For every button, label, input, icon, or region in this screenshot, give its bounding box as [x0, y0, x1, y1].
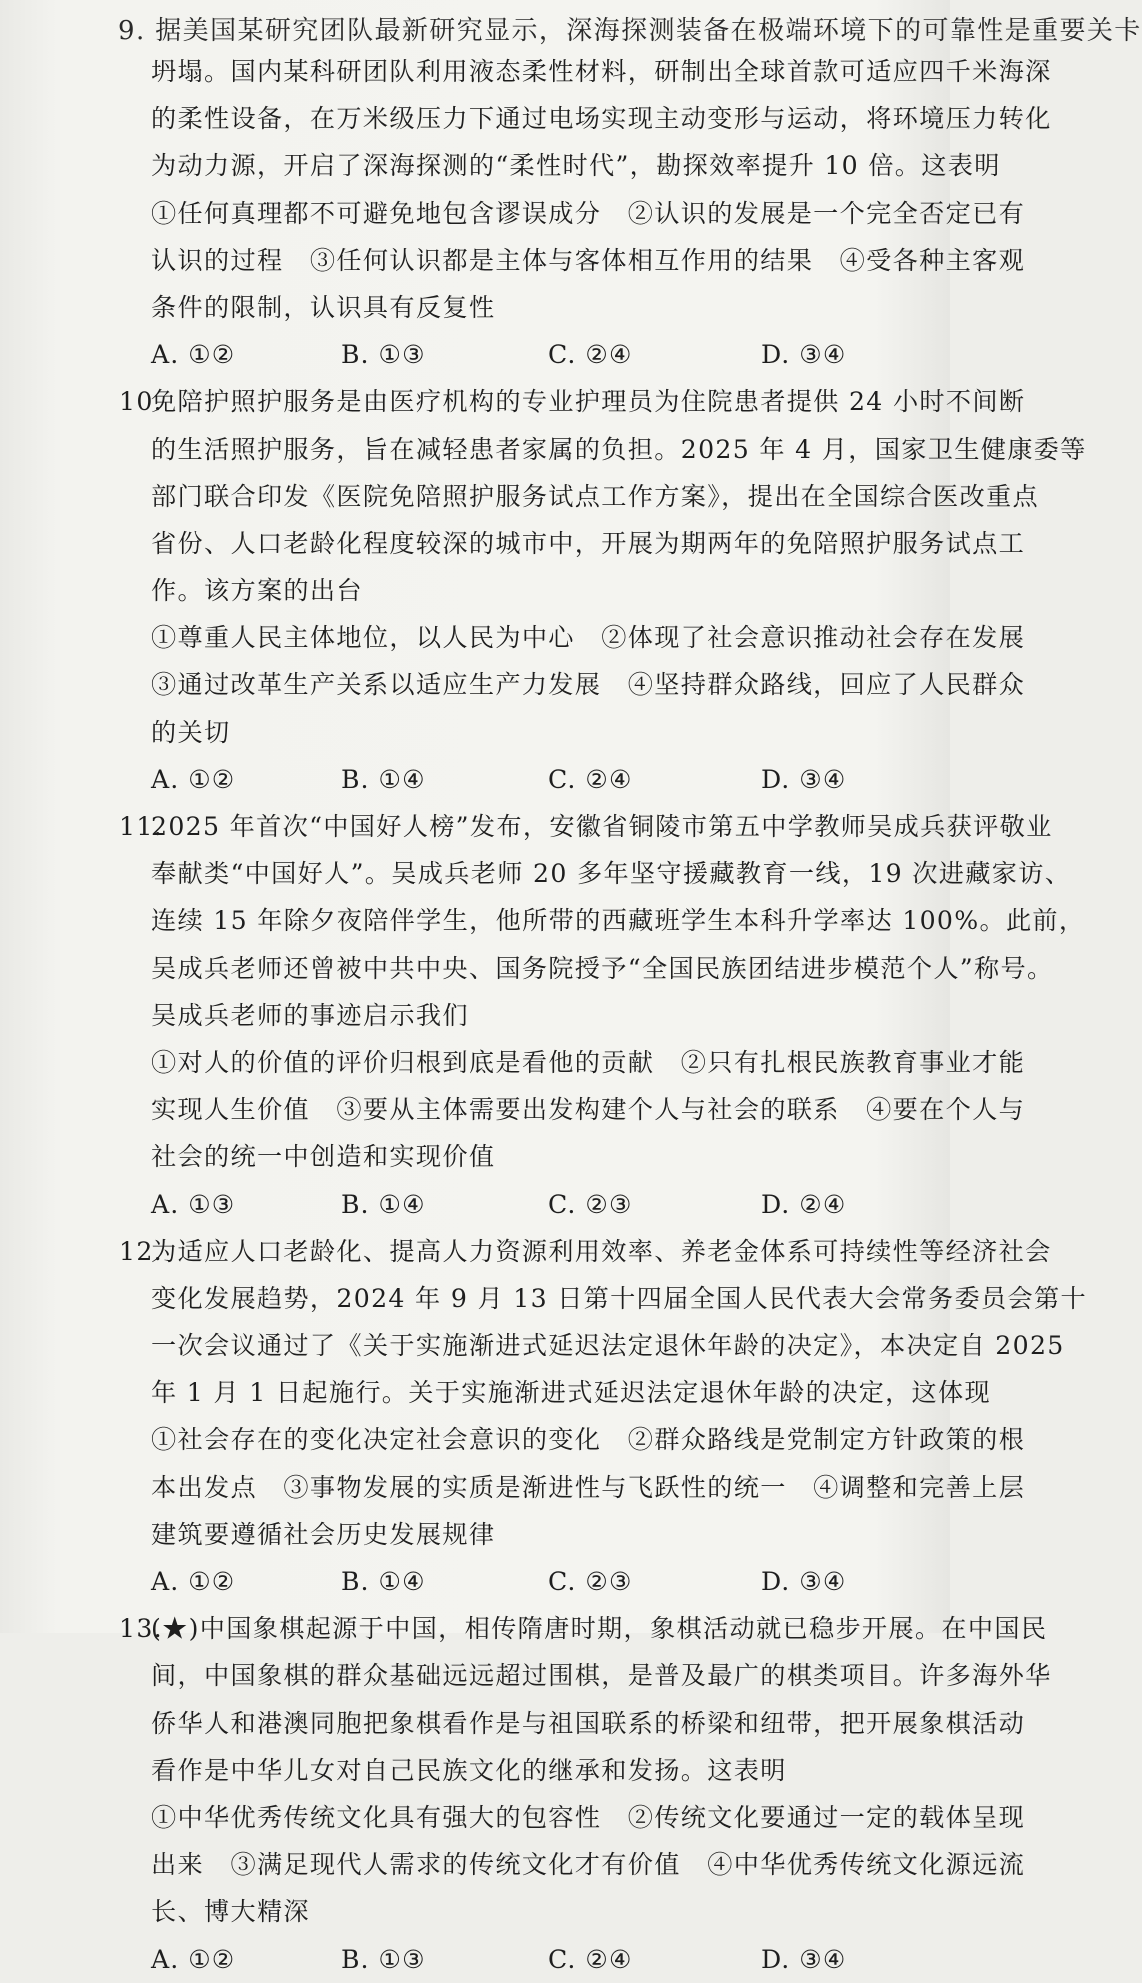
option-d[interactable]: D. ③④	[761, 340, 847, 370]
q10-options	[0, 756, 950, 803]
option-b[interactable]: B. ①④	[341, 1567, 426, 1596]
q10-line: 的生活照护服务，旨在减轻患者家属的负担。2025 年 4 月，国家卫生健康委等	[151, 434, 1087, 464]
q12-options	[0, 1558, 950, 1605]
q10-statement-line: 的关切	[151, 717, 231, 747]
option-a[interactable]: A. ①②	[151, 1567, 236, 1596]
q13-statement-line: 长、博大精深	[151, 1897, 310, 1927]
q9-statement-line: 条件的限制，认识具有反复性	[151, 292, 496, 322]
option-c[interactable]: C. ②③	[548, 1189, 633, 1219]
question-number: 13.	[119, 1614, 163, 1644]
option-c[interactable]: C. ②③	[548, 1567, 633, 1596]
q13-statement-line: ①中华优秀传统文化具有强大的包容性 ②传统文化要通过一定的载体呈现	[151, 1802, 1026, 1832]
option-a[interactable]: A. ①②	[151, 1944, 236, 1974]
option-c[interactable]: C. ②④	[548, 764, 633, 794]
q10-line: 部门联合印发《医院免陪照护服务试点工作方案》，提出在全国综合医改重点	[151, 481, 1039, 511]
q11-statement-line: 实现人生价值 ③要从主体需要出发构建个人与社会的联系 ④要在个人与	[151, 1095, 1026, 1125]
q12-statement-line: 本出发点 ③事物发展的实质是渐进性与飞跃性的统一 ④调整和完善上层	[151, 1472, 1026, 1502]
q11-line: 吴成兵老师还曾被中共中央、国务院授予“全国民族团结进步模范个人”称号。	[151, 953, 1054, 983]
q9-options	[0, 331, 950, 378]
q13-line: 侨华人和港澳同胞把象棋看作是与祖国联系的桥梁和纽带，把开展象棋活动	[151, 1708, 1026, 1738]
q9-line: 坍塌。国内某科研团队利用液态柔性材料，研制出全球首款可适应四千米海深	[151, 57, 1052, 86]
option-d[interactable]: D. ③④	[761, 1567, 847, 1596]
q10-line: 免陪护照护服务是由医疗机构的专业护理员为住院患者提供 24 小时不间断	[151, 387, 1026, 417]
question-10	[0, 378, 1087, 803]
option-c[interactable]: C. ②④	[548, 340, 633, 370]
question-12	[0, 1228, 1087, 1606]
question-number: 10.	[119, 387, 163, 417]
q10-line: 省份、人口老龄化程度较深的城市中，开展为期两年的免陪照护服务试点工	[151, 528, 1026, 558]
option-b[interactable]: B. ①③	[341, 1944, 426, 1974]
option-d[interactable]: D. ③④	[761, 1944, 847, 1974]
q9-statement-line: ①任何真理都不可避免地包含谬误成分 ②认识的发展是一个完全否定已有	[151, 198, 1026, 228]
q12-statement-line: 建筑要遵循社会历史发展规律	[151, 1519, 496, 1549]
question-number: 11.	[119, 812, 163, 841]
option-a[interactable]: A. ①②	[151, 764, 236, 794]
q13-line: 间，中国象棋的群众基础远远超过围棋，是普及最广的棋类项目。许多海外华	[151, 1661, 1052, 1691]
option-c[interactable]: C. ②④	[548, 1944, 633, 1974]
q13-line: 看作是中华儿女对自己民族文化的继承和发扬。这表明	[151, 1755, 787, 1785]
q13-options	[0, 1936, 950, 1983]
q11-statement-line: 社会的统一中创造和实现价值	[151, 1142, 496, 1172]
q10-statement-line: ③通过改革生产关系以适应生产力发展 ④坚持群众路线，回应了人民群众	[151, 670, 1026, 700]
q13-line: (★)中国象棋起源于中国，相传隋唐时期，象棋活动就已稳步开展。在中国民	[151, 1614, 1048, 1644]
question-11	[0, 803, 1086, 1228]
q9-statement-line: 认识的过程 ③任何认识都是主体与客体相互作用的结果 ④受各种主客观	[151, 245, 1026, 275]
q11-statement-line: ①对人的价值的评价归根到底是看他的贡献 ②只有扎根民族教育事业才能	[151, 1047, 1026, 1077]
question-13	[0, 1605, 1052, 1983]
question-number: 12.	[119, 1236, 163, 1266]
q11-line: 吴成兵老师的事迹启示我们	[151, 1000, 469, 1030]
q9-line: 的柔性设备，在万米级压力下通过电场实现主动变形与运动，将环境压力转化	[151, 104, 1052, 134]
q9-line: 为动力源，开启了深海探测的“柔性时代”，勘探效率提升 10 倍。这表明	[151, 151, 1001, 181]
q12-first-line	[0, 1228, 1052, 1275]
q11-line: 奉献类“中国好人”。吴成兵老师 20 多年坚守援藏教育一线，19 次进藏家访、	[151, 859, 1072, 889]
q10-first-line	[0, 378, 1026, 425]
option-b[interactable]: B. ①③	[341, 340, 426, 370]
option-b[interactable]: B. ①④	[341, 764, 426, 794]
q12-statement-line: ①社会存在的变化决定社会意识的变化 ②群众路线是党制定方针政策的根	[151, 1425, 1026, 1455]
q11-line: 2025 年首次“中国好人榜”发布，安徽省铜陵市第五中学教师吴成兵获评敬业	[151, 812, 1053, 841]
option-d[interactable]: D. ③④	[761, 764, 847, 794]
cut-off-top-text: 9. 据美国某研究团队最新研究显示，深海探测装备在极端环境下的可靠性是重要关卡	[118, 16, 1142, 46]
option-a[interactable]: A. ①③	[151, 1189, 236, 1219]
q12-line: 为适应人口老龄化、提高人力资源利用效率、养老金体系可持续性等经济社会	[151, 1236, 1052, 1266]
q13-statement-line: 出来 ③满足现代人需求的传统文化才有价值 ④中华优秀传统文化源远流	[151, 1850, 1026, 1880]
q12-line: 年 1 月 1 日起施行。关于实施渐进式延迟法定退休年龄的决定，这体现	[151, 1378, 992, 1408]
q11-first-line	[0, 803, 1053, 850]
q11-options	[0, 1181, 950, 1228]
q12-line: 一次会议通过了《关于实施渐进式延迟法定退休年龄的决定》，本决定自 2025	[151, 1331, 1065, 1361]
question-9	[0, 48, 1052, 378]
option-d[interactable]: D. ②④	[761, 1189, 847, 1219]
q12-line: 变化发展趋势，2024 年 9 月 13 日第十四届全国人民代表大会常务委员会第十	[151, 1283, 1087, 1313]
option-b[interactable]: B. ①④	[341, 1189, 426, 1219]
q13-first-line	[0, 1605, 1048, 1652]
q10-statement-line: ①尊重人民主体地位，以人民为中心 ②体现了社会意识推动社会存在发展	[151, 623, 1026, 653]
questions-content	[0, 48, 1087, 1983]
q11-line: 连续 15 年除夕夜陪伴学生，他所带的西藏班学生本科升学率达 100%。此前，	[151, 906, 1086, 936]
option-a[interactable]: A. ①②	[151, 340, 236, 370]
q10-line: 作。该方案的出台	[151, 576, 363, 606]
